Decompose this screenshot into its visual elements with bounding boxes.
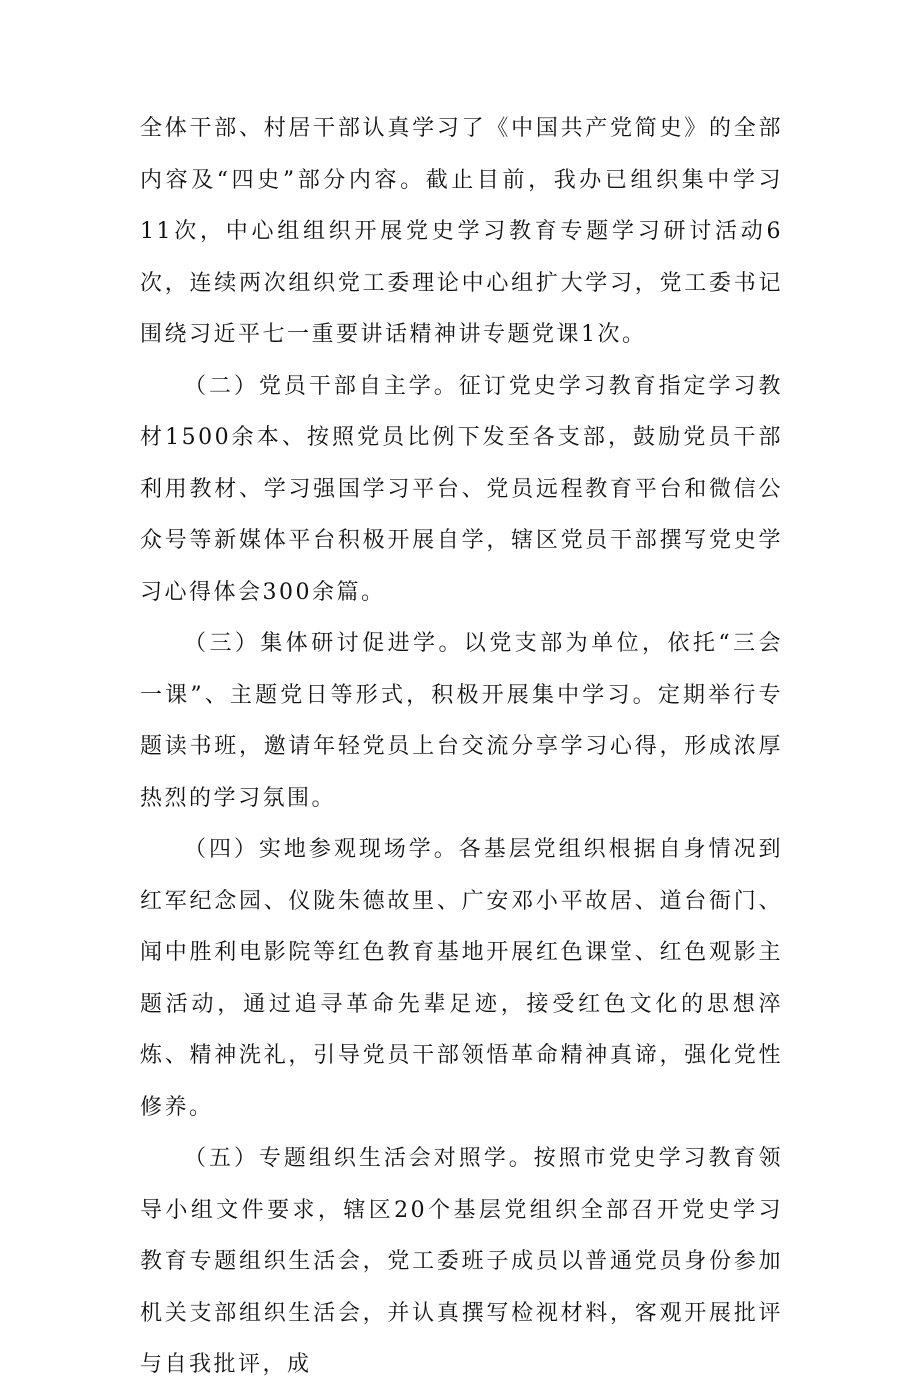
paragraph-self-study: （二）党员干部自主学。征订党史学习教育指定学习教材1500余本、按照党员比例下发至各支部，鼓励党员干部利用教材、学习强国学习平台、党员远程教育平台和微信公众号等新媒体平台积极开展自学，辖区党员干部撰写党史学习心得体会300余篇。 [140, 373, 783, 605]
document-body [140, 103, 783, 1391]
paragraph-continued: 全体干部、村居干部认真学习了《中国共产党简史》的全部内容及“四史”部分内容。截止目前，我办已组织集中学习11次，中心组组织开展党史学习教育专题学习研讨活动6次，连续两次组织党工委理论中心组扩大学习，党工委书记围绕习近平七一重要讲话精神讲专题党课1次。 [140, 116, 783, 347]
paragraph-organizational-life: （五）专题组织生活会对照学。按照市党史学习教育领导小组文件要求，辖区20个基层党组织全部召开党史学习教育专题组织生活会，党工委班子成员以普通党员身份参加机关支部组织生活会，并认真撰写检视材料，客观开展批评与自我批评，成 [140, 1146, 783, 1377]
paragraph-field-visit: （四）实地参观现场学。各基层党组织根据自身情况到红军纪念园、仪陇朱德故里、广安邓小平故居、道台衙门、闻中胜利电影院等红色教育基地开展红色课堂、红色观影主题活动，通过追寻革命先辈足迹，接受红色文化的思想淬炼、精神洗礼，引导党员干部领悟革命精神真谛，强化党性修养。 [140, 837, 783, 1120]
paragraph-group-discussion: （三）集体研讨促进学。以党支部为单位，依托“三会一课”、主题党日等形式，积极开展集中学习。定期举行专题读书班，邀请年轻党员上台交流分享学习心得，形成浓厚热烈的学习氛围。 [140, 631, 783, 811]
